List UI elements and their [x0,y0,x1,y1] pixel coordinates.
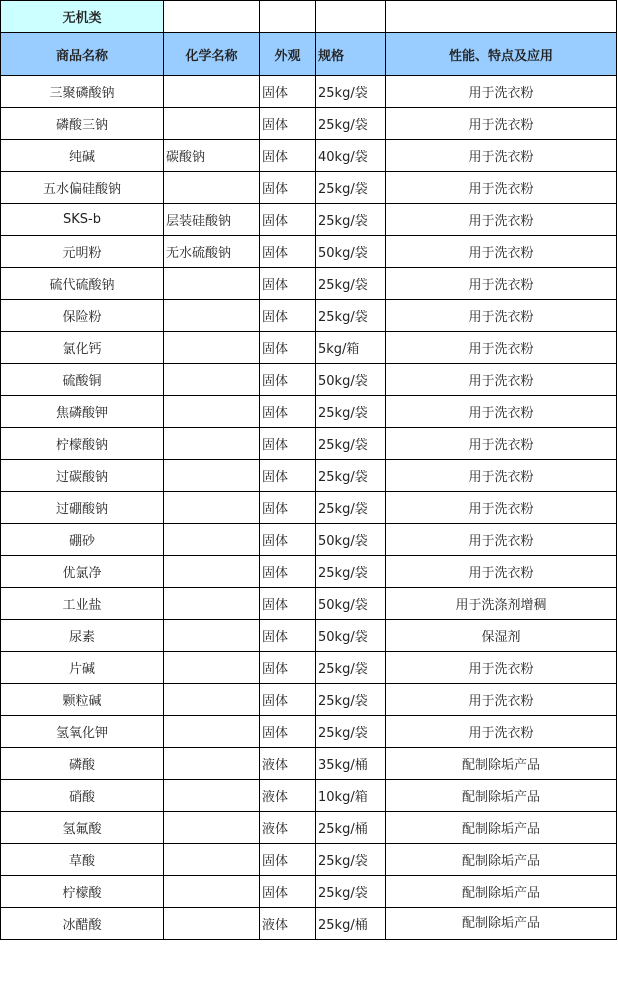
empty-cell [316,1,386,33]
cell-spec: 25kg/袋 [316,492,386,524]
cell-name: 三聚磷酸钠 [1,76,164,108]
cell-appearance: 固体 [260,620,316,652]
table-row [1,524,617,556]
cell-chemical [164,396,260,428]
cell-chemical [164,300,260,332]
cell-spec: 50kg/袋 [316,364,386,396]
cell-name: 尿素 [1,620,164,652]
cell-chemical [164,812,260,844]
empty-cell [386,1,617,33]
cell-chemical [164,844,260,876]
table-row [1,492,617,524]
cell-appearance: 固体 [260,172,316,204]
cell-usage: 配制除垢产品 [386,908,617,940]
cell-name: 过硼酸钠 [1,492,164,524]
table-row [1,908,617,940]
cell-usage: 用于洗涤剂增稠 [386,588,617,620]
table-row [1,684,617,716]
cell-chemical [164,620,260,652]
cell-spec: 50kg/袋 [316,588,386,620]
cell-spec: 25kg/袋 [316,204,386,236]
cell-usage: 配制除垢产品 [386,812,617,844]
cell-name: 氯化钙 [1,332,164,364]
cell-usage: 用于洗衣粉 [386,236,617,268]
cell-name: 硝酸 [1,780,164,812]
table-row [1,876,617,908]
cell-usage: 用于洗衣粉 [386,332,617,364]
cell-name: 颗粒碱 [1,684,164,716]
cell-spec: 50kg/袋 [316,524,386,556]
cell-name: 柠檬酸 [1,876,164,908]
cell-appearance: 液体 [260,908,316,940]
empty-cell [164,1,260,33]
cell-usage: 用于洗衣粉 [386,204,617,236]
table-row [1,620,617,652]
cell-appearance: 液体 [260,748,316,780]
cell-spec: 40kg/袋 [316,140,386,172]
cell-appearance: 固体 [260,716,316,748]
table-row [1,140,617,172]
cell-usage: 用于洗衣粉 [386,428,617,460]
cell-appearance: 固体 [260,364,316,396]
cell-name: 过碳酸钠 [1,460,164,492]
cell-usage: 用于洗衣粉 [386,300,617,332]
cell-usage: 用于洗衣粉 [386,268,617,300]
cell-name: 磷酸 [1,748,164,780]
cell-appearance: 固体 [260,428,316,460]
cell-spec: 25kg/桶 [316,908,386,940]
header-chemical: 化学名称 [164,33,260,76]
table-row [1,172,617,204]
cell-appearance: 固体 [260,684,316,716]
cell-spec: 25kg/袋 [316,652,386,684]
cell-spec: 25kg/袋 [316,396,386,428]
cell-name: SKS-b [1,204,164,236]
table-row [1,108,617,140]
cell-usage: 用于洗衣粉 [386,172,617,204]
cell-chemical [164,876,260,908]
cell-chemical [164,556,260,588]
cell-appearance: 固体 [260,588,316,620]
cell-appearance: 固体 [260,300,316,332]
table-row [1,556,617,588]
cell-chemical [164,684,260,716]
cell-chemical [164,460,260,492]
cell-usage: 配制除垢产品 [386,876,617,908]
cell-chemical [164,492,260,524]
cell-chemical [164,780,260,812]
cell-chemical [164,716,260,748]
cell-name: 草酸 [1,844,164,876]
cell-spec: 5kg/箱 [316,332,386,364]
cell-usage: 用于洗衣粉 [386,396,617,428]
cell-spec: 25kg/袋 [316,460,386,492]
cell-usage: 配制除垢产品 [386,780,617,812]
cell-appearance: 固体 [260,268,316,300]
cell-usage: 用于洗衣粉 [386,108,617,140]
cell-usage: 用于洗衣粉 [386,652,617,684]
category-label: 无机类 [1,1,164,33]
table-row [1,300,617,332]
cell-name: 五水偏硅酸钠 [1,172,164,204]
cell-appearance: 固体 [260,140,316,172]
cell-appearance: 固体 [260,204,316,236]
cell-spec: 25kg/袋 [316,876,386,908]
cell-spec: 25kg/袋 [316,268,386,300]
cell-usage: 用于洗衣粉 [386,492,617,524]
cell-spec: 25kg/袋 [316,76,386,108]
table-row [1,748,617,780]
cell-spec: 25kg/袋 [316,556,386,588]
cell-name: 氢氧化钾 [1,716,164,748]
table-row [1,780,617,812]
cell-usage: 用于洗衣粉 [386,460,617,492]
cell-spec: 10kg/箱 [316,780,386,812]
table-row [1,268,617,300]
cell-name: 保险粉 [1,300,164,332]
cell-spec: 25kg/袋 [316,428,386,460]
cell-usage: 用于洗衣粉 [386,716,617,748]
cell-name: 硼砂 [1,524,164,556]
cell-appearance: 固体 [260,524,316,556]
cell-spec: 35kg/桶 [316,748,386,780]
cell-chemical [164,76,260,108]
cell-spec: 25kg/袋 [316,684,386,716]
cell-usage: 保湿剂 [386,620,617,652]
cell-spec: 25kg/袋 [316,844,386,876]
table-row [1,588,617,620]
cell-name: 焦磷酸钾 [1,396,164,428]
empty-cell [260,1,316,33]
category-row [1,1,617,33]
cell-appearance: 固体 [260,652,316,684]
cell-name: 硫代硫酸钠 [1,268,164,300]
cell-chemical [164,652,260,684]
cell-name: 元明粉 [1,236,164,268]
header-usage: 性能、特点及应用 [386,33,617,76]
cell-chemical [164,748,260,780]
cell-appearance: 液体 [260,812,316,844]
cell-usage: 用于洗衣粉 [386,524,617,556]
table-row [1,76,617,108]
cell-appearance: 固体 [260,556,316,588]
cell-chemical [164,428,260,460]
cell-name: 片碱 [1,652,164,684]
cell-usage: 配制除垢产品 [386,748,617,780]
cell-name: 优氯净 [1,556,164,588]
cell-spec: 25kg/袋 [316,172,386,204]
cell-appearance: 固体 [260,108,316,140]
cell-spec: 50kg/袋 [316,620,386,652]
table-row [1,204,617,236]
cell-appearance: 固体 [260,876,316,908]
cell-appearance: 固体 [260,460,316,492]
cell-spec: 25kg/袋 [316,300,386,332]
table-row [1,844,617,876]
table-row [1,460,617,492]
cell-chemical [164,908,260,940]
cell-chemical [164,588,260,620]
cell-name: 工业盐 [1,588,164,620]
table-row [1,236,617,268]
cell-usage: 用于洗衣粉 [386,556,617,588]
cell-appearance: 固体 [260,396,316,428]
table-row [1,716,617,748]
cell-name: 纯碱 [1,140,164,172]
cell-spec: 25kg/袋 [316,716,386,748]
table-row [1,332,617,364]
table-row [1,396,617,428]
cell-appearance: 固体 [260,236,316,268]
cell-appearance: 固体 [260,492,316,524]
cell-chemical [164,524,260,556]
cell-appearance: 液体 [260,780,316,812]
cell-name: 硫酸铜 [1,364,164,396]
cell-usage: 用于洗衣粉 [386,364,617,396]
cell-chemical [164,172,260,204]
cell-spec: 25kg/桶 [316,812,386,844]
cell-usage: 用于洗衣粉 [386,140,617,172]
cell-name: 柠檬酸钠 [1,428,164,460]
cell-spec: 25kg/袋 [316,108,386,140]
header-appearance: 外观 [260,33,316,76]
cell-chemical [164,332,260,364]
table-row [1,364,617,396]
cell-spec: 50kg/袋 [316,236,386,268]
cell-chemical [164,268,260,300]
cell-usage: 配制除垢产品 [386,844,617,876]
header-row [1,33,617,76]
cell-name: 冰醋酸 [1,908,164,940]
cell-usage: 用于洗衣粉 [386,684,617,716]
table-row [1,428,617,460]
cell-name: 氢氟酸 [1,812,164,844]
cell-chemical [164,364,260,396]
table-row [1,652,617,684]
cell-chemical: 碳酸钠 [164,140,260,172]
cell-chemical: 层装硅酸钠 [164,204,260,236]
table-row [1,812,617,844]
cell-appearance: 固体 [260,844,316,876]
cell-appearance: 固体 [260,332,316,364]
header-spec: 规格 [316,33,386,76]
cell-name: 磷酸三钠 [1,108,164,140]
cell-chemical [164,108,260,140]
header-name: 商品名称 [1,33,164,76]
cell-appearance: 固体 [260,76,316,108]
cell-usage: 用于洗衣粉 [386,76,617,108]
cell-chemical: 无水硫酸钠 [164,236,260,268]
